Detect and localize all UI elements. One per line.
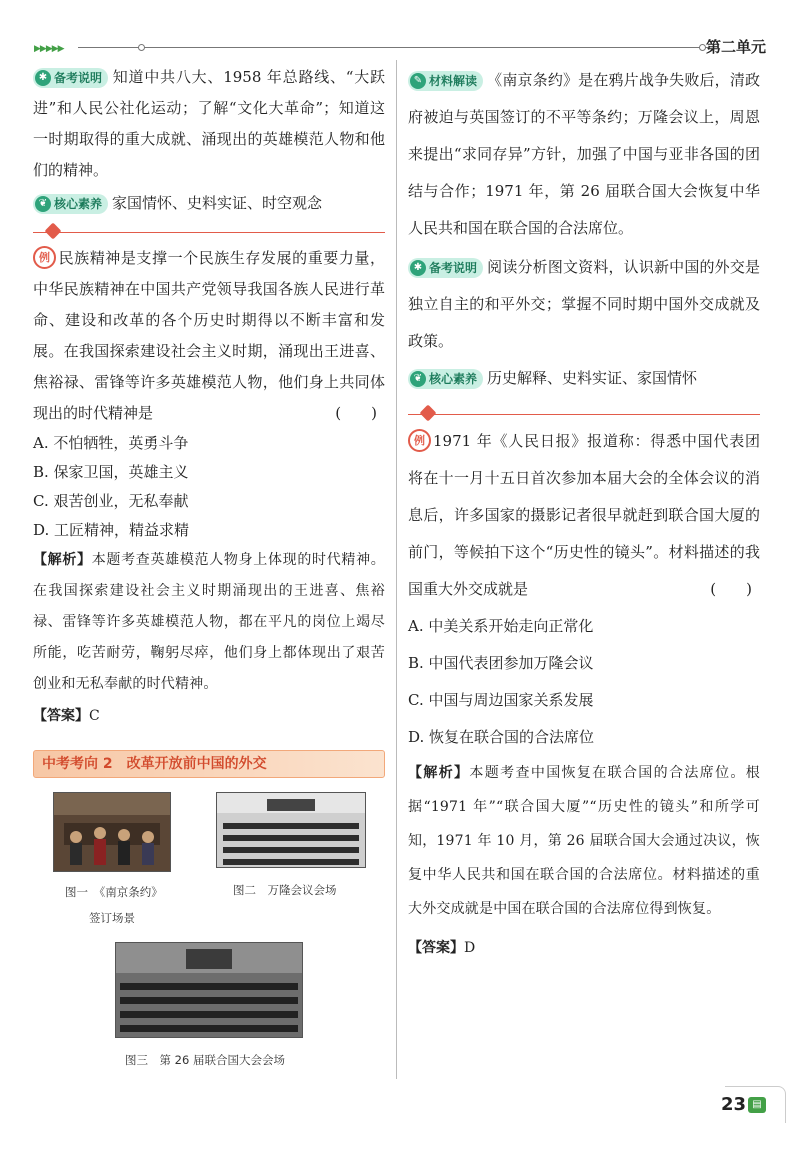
option-d-right: D. 恢复在联合国的合法席位	[408, 728, 595, 746]
figure-1-caption-line2: 签订场景	[89, 911, 135, 925]
figure-3-caption: 图三 第 26 届联合国大会会场	[125, 1053, 285, 1067]
jiexi-label-right: 【解析】	[408, 765, 470, 781]
figures-area	[33, 792, 385, 1092]
answer-block	[33, 702, 385, 730]
header-rule	[78, 47, 708, 48]
jiexi-block-right	[408, 756, 760, 926]
beikao-text-right: 阅读分析图文资料，认识新中国的外交是独立自主的和平外交；掌握不同时期中国外交成就及政策。	[408, 258, 760, 350]
lightbulb-icon-right: ✱	[410, 260, 426, 276]
cailiao-text: 《南京条约》是在鸦片战争失败后，清政府被迫与英国签订的不平等条约；万隆会议上，周恩来提出“求同存异”方针，加强了中国与亚非各国的团结与合作；1971 年，第 26 届联合国大会恢复中华人民共和国在联合国的合法席位。	[408, 71, 760, 237]
example-separator	[33, 225, 385, 239]
leaf-icon: ❦	[35, 196, 51, 212]
section-heading: 中考考向 2 改革开放前中国的外交	[33, 750, 385, 778]
right-column	[408, 62, 760, 962]
header-arrows: ▶▶▶▶▶	[34, 44, 64, 54]
hexin-block-right	[408, 360, 760, 397]
unit-title: 第二单元	[705, 38, 766, 56]
jiexi-label: 【解析】	[33, 552, 92, 568]
beikao-block	[33, 62, 385, 186]
option-a: A. 不怕牺牲，英勇斗争	[33, 434, 189, 452]
lightbulb-icon: ✱	[35, 70, 51, 86]
example-question: 例 民族精神是支撑一个民族生存发展的重要力量，中华民族精神在中国共产党领导我国各族人民进行革命、建设和改革的各个历史时期得以不断丰富和发展。在我国探索建设社会主义时期，涌现出王进喜、焦裕禄、雷锋等许多英雄模范人物，他们身上共同体现出的时代精神是 ( )	[33, 243, 385, 429]
header-dot-right	[699, 44, 706, 51]
hexin-block	[33, 188, 385, 219]
hexin-tag: ❦ 核心素养	[33, 194, 108, 214]
book-icon: ✎	[410, 73, 426, 89]
leaf-icon-right: ❦	[410, 371, 426, 387]
jiexi-text-right: 本题考查中国恢复在联合国的合法席位。根据“1971 年”“联合国大厦”“历史性的镜头”和所学可知，1971 年 10 月，第 26 届联合国大会通过决议，恢复中华人民共和国在联合国的合法席位。材料描述的重大外交成就是中国在联合国的合法席位得到恢复。	[408, 765, 760, 917]
hexin-text: 家国情怀、史料实证、时空观念	[112, 194, 323, 212]
page-number	[721, 1094, 766, 1115]
book-icon-footer: ▤	[748, 1097, 766, 1113]
figure-2-photo	[216, 792, 366, 868]
header-dot-left	[138, 44, 145, 51]
beikao-block-right	[408, 249, 760, 360]
cailiao-block	[408, 62, 760, 247]
figure-2-caption: 图二 万隆会议会场	[233, 883, 337, 897]
answer-paren: ( )	[335, 404, 377, 422]
figure-3-photo	[115, 942, 303, 1038]
option-b: B. 保家卫国，英雄主义	[33, 463, 189, 481]
hexin-tag-right: ❦ 核心素养	[408, 369, 483, 389]
option-c: C. 艰苦创业，无私奉献	[33, 492, 189, 510]
jiexi-block	[33, 545, 385, 700]
answer-label: 【答案】	[33, 708, 89, 724]
example-question-right: 例 1971 年《人民日报》报道称：得悉中国代表团将在十一月十五日首次参加本届大会的全体会议的消息后，许多国家的摄影记者很早就赶到联合国大厦的前门，等候拍下这个“历史性的镜头”。材料描述的我国重大外交成就是 ( )	[408, 423, 760, 608]
column-divider	[396, 60, 397, 1079]
example-badge-icon-right: 例	[408, 429, 431, 452]
jiexi-text: 本题考查英雄模范人物身上体现的时代精神。在我国探索建设社会主义时期涌现出的王进喜、焦裕禄、雷锋等许多英雄模范人物，都在平凡的岗位上竭尽所能，吃苦耐劳，鞠躬尽瘁，他们身上都体现出了艰苦创业和无私奉献的时代精神。	[33, 552, 385, 692]
answer-value-right: D	[464, 940, 476, 956]
hexin-text-right: 历史解释、史料实证、家国情怀	[487, 369, 698, 387]
beikao-text: 知道中共八大、1958 年总路线、“大跃进”和人民公社化运动；了解“文化大革命”；知道这一时期取得的重大成就、涌现出的英雄模范人物和他们的精神。	[33, 68, 385, 179]
option-a-right: A. 中美关系开始走向正常化	[408, 617, 594, 635]
beikao-tag: ✱ 备考说明	[33, 68, 108, 88]
page-number-value: 23	[720, 1094, 746, 1115]
answer-value: C	[89, 708, 100, 724]
option-c-right: C. 中国与周边国家关系发展	[408, 691, 594, 709]
answer-paren-right: ( )	[710, 580, 752, 598]
option-d: D. 工匠精神，精益求精	[33, 521, 190, 539]
cailiao-tag: ✎ 材料解读	[408, 71, 483, 91]
beikao-tag-right: ✱ 备考说明	[408, 258, 483, 278]
answer-label-right: 【答案】	[408, 940, 464, 956]
example-separator-right	[408, 407, 760, 421]
option-b-right: B. 中国代表团参加万隆会议	[408, 654, 594, 672]
example-badge-icon: 例	[33, 246, 56, 269]
left-column	[33, 62, 385, 1092]
answer-block-right	[408, 934, 760, 962]
figure-1-photo	[53, 792, 171, 872]
figure-1-caption: 图一 《南京条约》	[65, 885, 163, 899]
